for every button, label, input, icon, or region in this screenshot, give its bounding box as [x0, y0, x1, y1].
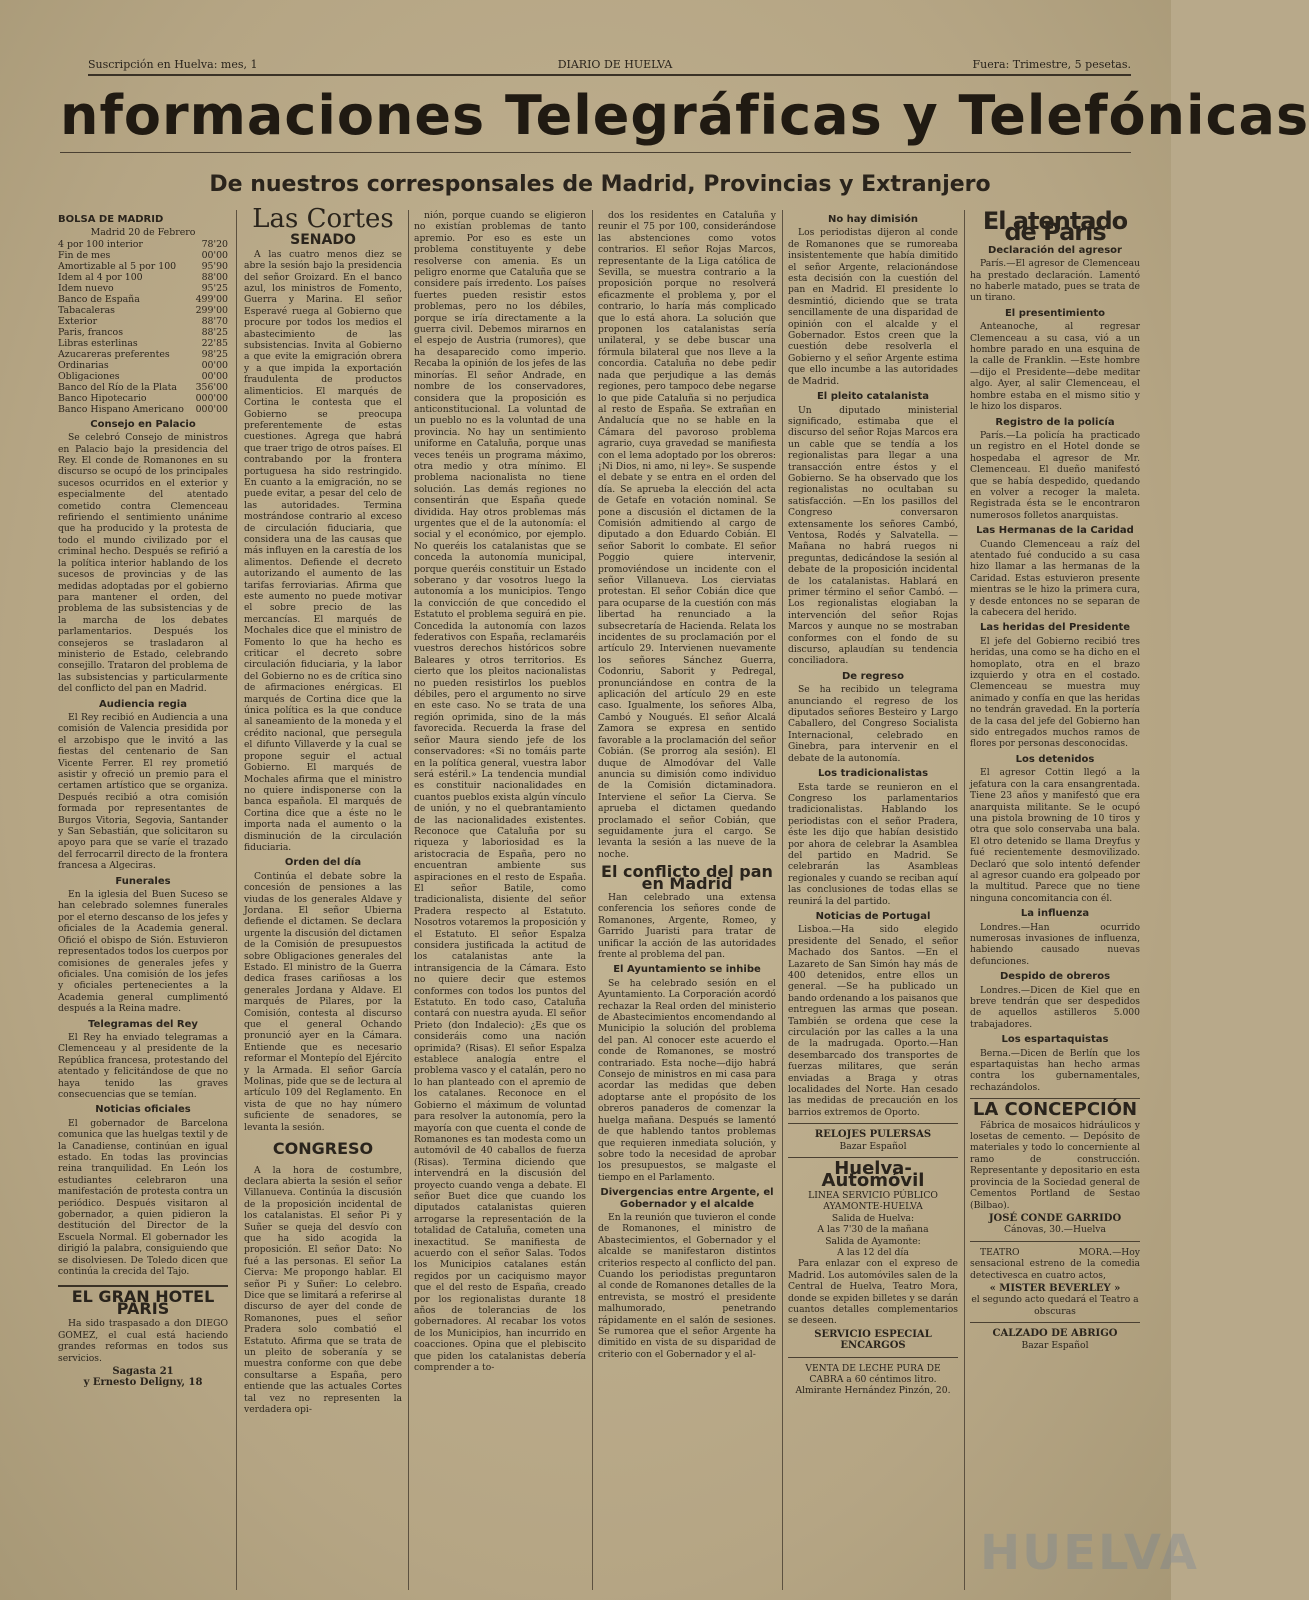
column-rule-2 [408, 210, 409, 1590]
bolsa-value: 00'00 [201, 249, 228, 261]
bolsa-value: 95'90 [201, 260, 228, 272]
bolsa-row [58, 305, 228, 316]
bolsa-label: Amortizable al 5 por 100 [58, 260, 177, 272]
telegramas-text: El Rey ha enviado telegramas a Clemenceau y al presidente de la República francesa, protestando del atentado y felicitándose de que no haya tenido las graves consecuencias que se temían. [58, 1031, 228, 1100]
hermanas-title: Las Hermanas de la Caridad [976, 525, 1134, 537]
bolsa-label: Libras esterlinas [58, 337, 138, 349]
separator [970, 1322, 1140, 1323]
declaracion-title: Declaración del agresor [988, 244, 1122, 256]
influenza-text: Londres.—Han ocurrido numerosas invasiones de influenza, habiendo causado nuevas defunciones. [970, 921, 1140, 967]
conflicto-text: Han celebrado una extensa conferencia los señores conde de Romanones, Argente, Romeo, y Garrido Juaristi para tratar de unificar la acción de las autoridades frente al problema del pan. [598, 891, 776, 960]
bolsa-label: Banco Hipotecario [58, 392, 147, 404]
column-4 [598, 210, 776, 1590]
concepcion-address: Cánovas, 30.—Huelva [1004, 1224, 1106, 1236]
espartaquistas-text: Berna.—Dicen de Berlín que los espartaquistas han hecho armas contra los gubernamentales, rechazándolos. [970, 1047, 1140, 1093]
tradicionalistas-text: Esta tarde se reunieron en el Congreso los parlamentarios tradicionalistas. Hablando los periodistas con el señor Pradera, éste les dijo que habían desistido por ahora de celebrar la Asamblea del partido en Madrid. Se celebrarán las Asambleas regionales y cuando se reciban aquí las conclusiones de todas ellas se reunirá la del partido. [788, 781, 958, 907]
bolsa-label: Banco del Río de la Plata [58, 381, 177, 393]
registro-title: Registro de la policía [995, 416, 1115, 428]
watermark-logo: HUELVA [980, 1525, 1199, 1581]
regreso-title: De regreso [842, 670, 904, 682]
declaracion-text: París.—El agresor de Clemenceau ha prestado declaración. Lamentó no haberle matado, pues se trata de un tirano. [970, 258, 1140, 304]
bolsa-row [58, 261, 228, 272]
auto-line-6: A las 12 del día [837, 1246, 909, 1258]
cortes-title: Las Cortes [252, 204, 394, 234]
bolsa-label: Azucareras preferentes [58, 348, 170, 360]
column-rule-4 [782, 210, 783, 1590]
bolsa-value: 88'00 [201, 271, 228, 283]
funerales-title: Funerales [115, 875, 171, 887]
auto-line-5: Salida de Ayamonte: [825, 1235, 921, 1247]
congreso-text: A la hora de costumbre, declara abierta la sesión el señor Villanueva. Continúa la discusión de la proposición incidental de los catalanistas. El señor Pi y Suñer se queja del desvío con que ha sido acogida la proposición. El señor Dato: No fué a las personas. El señor La Cierva: Me propongo hablar. El señor Pi y Suñer: Lo celebro. Dice que se limitará a referirse al discurso de ayer del conde de Romanones, pues el señor Pradera solo combatió el Estatuto. Afirma que se trata de un pleito de soberanía y se muestra conforme con que debe consultarse a España, pero entiende que las actuales Cortes tal vez no representen la verdadera opi- [244, 1164, 402, 1416]
column-rule-1 [236, 210, 237, 1590]
bolsa-label: Fin de mes [58, 249, 111, 261]
divergencias-text: En la reunión que tuvieron el conde de Romanones, el ministro de Abastecimientos, el Gobernador y el alcalde se manifestaron distintos criterios respecto al conflicto del pan. Cuando los periodistas preguntaron al conde de Romanones detalles de la entrevista, se mostró el presidente malhumorado, penetrando rápidamente en el salón de sesiones. Se rumorea que el señor Argente ha dimitido en vista de su disparidad de criterio con el Gobernador y el al- [598, 1211, 776, 1360]
bolsa-value: 22'85 [201, 337, 228, 349]
column-5 [788, 210, 958, 1590]
concepcion-name: JOSÉ CONDE GARRIDO [988, 1212, 1122, 1224]
orden-text: Continúa el debate sobre la concesión de pensiones a las viudas de los generales Aldave y Jordana. El señor Ubierna defiende el dictamen. Se declara urgente la discusión del dictamen de la Comisión de presupuestos sobre Obligaciones generales del Estado. El ministro de la Guerra dedica frases cariñosas a los generales Jordana y Aldave. El marqués de Pilares, por la Comisión, contesta al discurso que el general Ochando pronunció ayer en la Cámara. Entiende que es necesario reformar el Montepío del Ejército y la Armada. El señor García Molinas, pide que se de lectura al artículo 109 del Reglamento. En vista de que no hay número suficiente de senadores, se levanta la sesión. [244, 870, 402, 1133]
bolsa-value: 00'00 [201, 359, 228, 371]
main-headline: nformaciones Telegráficas y Telefónicas [60, 84, 1309, 147]
consejo-text: Se celebró Consejo de ministros en Palacio bajo la presidencia del Rey. El conde de Romanones en su discurso se ocupó de los principales sucesos ocurridos en el exterior y especialmente del atentado cometido contra Clemenceau refiriendo el sentimiento unánime que ha producido y la protesta de todo el mundo civilizado por el criminal hecho. Después se refirió a la política interior hablando de los sucesos de provincias y de las medidas adoptadas por el gobierno para mantener el orden, del problema de las subsistencias y de la marcha de los debates parlamentarios. Después los consejeros se trasladaron al ministerio de Estado, celebrando consejillo. Trataron del problema de las subsistencias y particularmente del conflicto del pan en Madrid. [58, 432, 228, 695]
sub-headline: De nuestros corresponsales de Madrid, Provincias y Extranjero [209, 172, 991, 197]
auto-text: Para enlazar con el expreso de Madrid. Los automóviles salen de la Central de Huelva, Teatro Mora, donde se expiden billetes y se darán cuantos detalles complementarios se deseen. [788, 1258, 958, 1327]
bolsa-value: 356'00 [195, 381, 228, 393]
hotel-title: EL GRAN HOTEL PARIS [58, 1285, 228, 1314]
bolsa-row [58, 338, 228, 349]
leche-ad: VENTA DE LECHE PURA DE CABRA a 60 céntimos litro. Almirante Hernández Pinzón, 20. [795, 1362, 951, 1397]
detenidos-text: El agresor Cottin llegó a la jefatura con la cara ensangrentada. Tiene 23 años y manifestó que era anarquista militante. Se le ocupó una pistola browning de 10 tiros y otra que solo conservaba una bala. El otro detenido se llama Dreyfus y fué recientemente desmovilizado. Declaró que solo intentó defender al agresor cuando era golpeado por la multitud. Parece que no tiene ninguna concomitancia con él. [970, 767, 1140, 904]
senado-text: A las cuatro menos diez se abre la sesión bajo la presidencia del señor Groizard. En el banco azul, los ministros de Fomento, Guerra y Marina. El señor Esperavé ruega al Gobierno que procure por todos los medios el abastecimiento de las subsistencias. Invita al Gobierno a que evite la emigración obrera y a que impida la exportación fraudulenta de productos alimenticios. El marqués de Cortina le contesta que el Gobierno se preocupa preferentemente de estas cuestiones. Agrega que habrá que traer trigo de otros países. El contrabando por la frontera portuguesa ha sido restringido. En cuanto a la emigración, no se puede evitar, a pesar del celo de las autoridades. Termina mostrándose contrario al exceso de circulación fiduciaria, que considera una de las causas que más influyen en la carestía de los alimentos. Defiende el decreto autorizando el aumento de las tarifas ferroviarias. Afirma que este aumento no puede motivar el sobre precio de las mercancías. El marqués de Mochales dice que el ministro de Fomento lo que ha hecho es criticar el decreto sobre circulación fiduciaria, y la labor del Gobierno no es de crítica sino de afirmaciones enérgicas. El marqués de Cortina dice que la única política es la que conduce al saneamiento de la moneda y el crédito nacional, que persegula el difunto Villaverde y la cual se propone seguir el actual Gobierno. El marqués de Mochales afirma que el ministro no quiere indisponerse con la banca española. El marqués de Cortina dice que a éste no le importa nada el aumento o la disminución de la circulación fiduciaria. [244, 248, 402, 853]
consejo-title: Consejo en Palacio [90, 418, 196, 430]
column-3 [414, 210, 586, 1590]
bolsa-label: Paris, francos [58, 326, 124, 338]
divergencias-title: Divergencias entre Argente, el Gobernador y el alcalde [600, 1187, 774, 1210]
bolsa-title: BOLSA DE MADRID [58, 214, 164, 225]
pleito-text: Un diputado ministerial significado, estimaba que el discurso del señor Rojas Marcos era un cable que se tendía a los regionalistas para llegar a una transacción entre éstos y el Gobierno. Se ha observado que los regionalistas no ocultaban su satisfacción. —En los pasillos del Congreso conversaron extensamente los señores Cambó, Ventosa, Rodés y Salvatella. —Mañana no habrá ruegos ni preguntas, dedicándose la sesión al debate de la proposición incidental de los catalanistas. Hablará en primer término el señor Cambó. —Los regionalistas elogiaban la intervención del señor Rojas Marcos y aunque no se mostraban conformes con el fondo de su discurso, aplaudían su tendencia conciliadora. [788, 404, 958, 667]
bolsa-value: 00'00 [201, 370, 228, 382]
bolsa-value: 88'25 [201, 326, 228, 338]
tradicionalistas-title: Los tradicionalistas [817, 768, 929, 780]
heridas-text: El jefe del Gobierno recibió tres heridas, una como se ha dicho en el homoplato, otra en el brazo izquierdo y otra en el costado. Clemenceau se muestra muy animado y confía en que las heridas no tendrán gravedad. En la portería de la casa del jefe del Gobierno han sido entregados muchos ramos de flores por personas desconocidas. [970, 635, 1140, 750]
dimision-text: Los periodistas dijeron al conde de Romanones que se rumoreaba insistentemente que había dimitido el señor Argente, relacionándose esta decisión con la cuestión del pan en Madrid. El presidente lo desmintió, diciendo que se trata sencillamente de una disparidad de opinión con el alcalde y el Gobernador. Estos creen que la cuestión debe resolverla el Gobierno y el señor Argente estima que ello incumbe a las autoridades de Madrid. [788, 227, 958, 387]
hotel-address-2: y Ernesto Deligny, 18 [83, 1377, 203, 1389]
col4-text: dos los residentes en Cataluña y reunir el 75 por 100, considerándose las abstenciones como votos contrarios. El señor Rojas Marcos, representante de la Liga católica de Sevilla, se muestra contrario a la proposición porque no resolverá eficazmente el problema y, por el contrario, lo haría más complicado que lo está ahora. La solución que proponen los catalanistas sería unilateral, y se debe buscar una fórmula bilateral que nos lleve a la concordia. Cataluña no debe pedir nada que perjudique a las demás regiones, pero tampoco debe negarse lo que pide Cataluña si no perjudica al resto de España. Se extrañan en Andalucía que no se hable en la Cámara del pavoroso problema agrario, cuya gravedad se manifiesta con el lema adoptado por los obreros: ¡Ni Dios, ni amo, ni ley». Se suspende el debate y se entra en el orden del día. Se aprueba la elección del acta de Getafe en votación nominal. Se pone a discusión el dictamen de la Comisión admitiendo al cargo de diputado a don Eduardo Cobián. El señor Saborit lo combate. El señor Poggio quiere intervenir, promoviéndose un incidente con el señor Villanueva. Los cierviatas protestan. El señor Cobián dice que para ocuparse de la cuestión con más libertad ha renunciado a la subsecretaría de Hacienda. Relata los incidentes de su proclamación por el artículo 29. Intervienen nuevamente los señores Sánchez Guerra, Codonriu, Saborit y Pedregal, pronunciándose en contra de la aplicación del artículo 29 en este caso. Igualmente, los señores Alba, Cambó y Nougués. El señor Alcalá Zamora se expresa en sentido favorable a la proclamación del señor Cobián. (Se prorrog ala sesión). El duque de Almodóvar del Valle anuncia su dimisión como individuo de la Comisión dictaminadora. Interviene el señor La Cierva. Se aprueba el dictamen quedando proclamado el señor Cobián, que seguidamente jura el cargo. Se levanta la sesión a las nueve de la noche. [598, 210, 776, 860]
column-2 [244, 204, 402, 1590]
separator [970, 1241, 1140, 1242]
bolsa-row [58, 316, 228, 327]
bolsa-label: Idem nuevo [58, 282, 114, 294]
hotel-text: Ha sido traspasado a don DIEGO GOMEZ, el cual está haciendo grandes reformas en todos sus servicios. [58, 1318, 228, 1364]
bolsa-row [58, 371, 228, 382]
auto-line-1: LINEA SERVICIO PÚBLICO [808, 1189, 938, 1201]
presentimiento-title: El presentimiento [1004, 307, 1106, 319]
hermanas-text: Cuando Clemenceau a raíz del atentado fué conducido a su casa hizo llamar a las hermanas de la Caridad. Estas estuvieron presente mientras se le hizo la primera cura, y desde entonces no se separan de la cabecera del herido. [970, 538, 1140, 618]
bolsa-row [58, 327, 228, 338]
ayuntamiento-text: Se ha celebrado sesión en el Ayuntamiento. La Corporación acordó rechazar la Real orden del ministerio de Abastecimientos encomendando al Municipio la solución del problema del pan. Al conocer este acuerdo el conde de Romanones, se mostró contrariado. Esta noche—dijo habrá Consejo de ministros en mi casa para acordar las medidas que deben adoptarse ante el propósito de los obreros panaderos de comenzar la huelga mañana. Después se lamentó de que hablendo tantos problemas que requieren inmediata solución, y sobre todo la necesidad de aprobar los presupuestos, se malgaste el tiempo en el Parlamento. [598, 977, 776, 1183]
calzado-ad: CALZADO DE ABRIGO [992, 1328, 1118, 1340]
bolsa-label: Banco de España [58, 293, 140, 305]
bolsa-value: 000'00 [195, 392, 228, 404]
bolsa-table [58, 239, 228, 415]
bolsa-row [58, 283, 228, 294]
bolsa-value: 499'00 [195, 293, 228, 305]
hotel-address-1: Sagasta 21 [112, 1365, 174, 1377]
teatro-text: TEATRO MORA.—Hoy sensacional estreno de la comedia detectivesca en cuatro actos, [970, 1246, 1140, 1281]
auto-line-2: AYAMONTE-HUELVA [823, 1201, 923, 1213]
bolsa-label: Banco Hispano Americano [58, 403, 184, 415]
portugal-text: Lisboa.—Ha sido elegido presidente del Senado, el señor Machado dos Santos. —En el Lazareto de San Simón hay más de 400 detenidos, entre ellos un general. —Se ha publicado un bando ordenando a los paisanos que entreguen las armas que posean. También se ordena que cese la circulación por las calles a la una de la madrugada. Oporto.—Han desembarcado dos transportes de fuerzas militares, que serán enviadas a Braga y otras localidades del Norte. Han cesado las medidas de precaución en los barrios extremos de Oporto. [788, 924, 958, 1118]
congreso-title: CONGRESO [272, 1139, 374, 1159]
presentimiento-text: Anteanoche, al regresar Clemenceau a su casa, vió a un hombre parado en una esquina de la calle de Franklin. —Este hombre—dijo el Presidente—debe meditar algo. Ayer, al salir Clemenceau, el hombre estaba en el mismo sitio y le hizo los disparos. [970, 321, 1140, 413]
espartaquistas-title: Los espartaquistas [1001, 1034, 1109, 1046]
column-rule-3 [592, 210, 593, 1590]
portugal-title: Noticias de Portugal [815, 910, 931, 922]
bolsa-row [58, 393, 228, 404]
conflicto-title: El conflicto del pan en Madrid [601, 862, 773, 893]
column-6 [970, 207, 1140, 1590]
bolsa-value: 98'25 [201, 348, 228, 360]
bolsa-value: 88'70 [201, 315, 228, 327]
relojes-sub: Bazar Español [839, 1140, 907, 1152]
concepcion-text: Fábrica de mosaicos hidráulicos y losetas de cemento. — Depósito de materiales y todo lo concerniente al ramo de construcción. Representante y depositario en esta provincia de la Sociedad general de Cementos Portland de Sestao (Bilbao). [970, 1119, 1140, 1211]
audiencia-text: El Rey recibió en Audiencia a una comisión de Valencia presidida por el arzobispo que le invitó a las fiestas del centenario de San Vicente Ferrer. El rey prometió asistir y ofreció un premio para el certamen artístico que se organiza. Después recibió a otra comisión formada por representantes de Burgos Vitoria, Segovia, Santander y San Sebastián, que solicitaron su apoyo para que se varíe el trazado del ferrocarril directo de la frontera francesa a Algeciras. [58, 711, 228, 872]
col3-text: nión, porque cuando se eligieron no existían problemas de tanto apremio. Por eso es este un problema constituyente y debe resolverse con amenia. Es un peligro enorme que Cataluña que se considere país irredento. Los países fuertes pueden resistir estos problemas, pero no los débiles, porque se iría directamente a la guerra civil. Debemos mirarnos en el espejo de Austria (rumores), que ha desaparecido como imperio. Recaba la opinión de los jefes de las minorías. El señor Andrade, en nombre de los conservadores, considera que la proposición es anticonstitucional. La voluntad de un pueblo no es la voluntad de una provincia. No hay un sentimiento uniforme en Cataluña, porque unas veces tenéis un programa máximo, otra medio y otra mínimo. El problema nacionalista no tiene solución. Las demás regiones no consentirán que España quede dividida. Hay otros problemas más urgentes que el de la autonomía: el social y el económico, por ejemplo. No queréis los catalanistas que se conceda la autonomía municipal, porque queréis constituir un Estado soberano y dar vosotros luego la autonomía a los municipios. Tengo la convicción de que concedido el Estatuto el problema seguirá en pie. Concedida la autonomía con lazos federativos con España, reclamaréis vuestros derechos históricos sobre Baleares y otros territorios. Es cierto que los pleitos nacionalistas no pueden resistirlos los pueblos débiles, pero el argumento no sirve en este caso. No se trata de una región oprimida, sino de la más favorecida. Recuerda la frase del señor Maura siendo jefe de los conservadores: «Si no tomáis parte en la política general, vuestra labor será estéril.» La tendencia mundial es constituir nacionalidades en cuantos pueblos exista algún vínculo de unión, y no el quebrantamiento de las nacionalidades existentes. Reconoce que Cataluña por su riqueza y laboriosidad es la aristocracia de España, pero no encuentran ambiente sus aspiraciones en el resto de España. El señor Batile, como tradicionalista, disiente del señor Pradera respecto al Estatuto. Nosotros votaremos la proposición y el Estatuto. El señor Espalza considera justificada la actitud de los catalanistas ante la intransigencia de la Cámara. Esto no quiere decir que estemos conformes con todos los puntos del Estatuto. En todo caso, Cataluña contará con nuestra ayuda. El señor Prieto (don Indalecio): ¿Es que os consideráis como una nación oprimida? (Risas). El señor Espalza establece analogía entre el problema vasco y el catalán, pero no lo han planteado con el apremio de los catalanes. Reconoce en el Gobierno el máximum de voluntad para resolver la autonomía, pero la mayoría con que cuenta el conde de Romanones es tan modesta como un automóvil de 40 caballos de fuerza (Risas). Termina diciendo que intervendrá en la discusión del proyecto cuando venga a debate. El señor Buet dice que cuando los diputados catalanistas quieren arrogarse la representación de la totalidad de Cataluña, cometen una inexactitud. Se manifiesta de acuerdo con el señor Salas. Todos los Municipios catalanes están regidos por un caciquismo mayor que el del resto de España, creado por los regionalistas durante 18 años de tolerancias de los gobernadores. Al recabar los votos de los Municipios, han incurrido en coacciones. Opina que el plebiscito que piden los catalanistas debería comprender a to- [414, 210, 586, 1374]
despido-text: Londres.—Dicen de Kiel que en breve tendrán que ser despedidos de aquellos astilleros 5.000 trabajadores. [970, 984, 1140, 1030]
separator [788, 1357, 958, 1358]
subscription-left: Suscripción en Huelva: mes, 1 [88, 58, 258, 71]
bolsa-row [58, 349, 228, 360]
teatro-text-2: el segundo acto quedará el Teatro a obscuras [971, 1294, 1139, 1317]
heridas-title: Las heridas del Presidente [979, 622, 1131, 634]
ayuntamiento-title: El Ayuntamiento se inhibe [613, 964, 761, 976]
teatro-title: « MISTER BEVERLEY » [989, 1282, 1121, 1294]
paper-name: DIARIO DE HUELVA [557, 58, 673, 71]
column-rule-5 [964, 210, 965, 1590]
noticias-title: Noticias oficiales [95, 1104, 191, 1116]
regreso-text: Se ha recibido un telegrama anunciando el regreso de los diputados señores Besteiro y Largo Caballero, del Congreso Socialista Internacional, celebrado en Ginebra, para intervenir en el debate de la autonomía. [788, 684, 958, 764]
telegramas-title: Telegramas del Rey [88, 1018, 198, 1030]
column-1 [58, 210, 228, 1590]
senado-title: SENADO [290, 232, 356, 249]
influenza-title: La influenza [1020, 908, 1090, 920]
bolsa-label: Ordinarias [58, 359, 109, 371]
auto-line-3: Salida de Huelva: [831, 1212, 915, 1224]
subscription-right: Fuera: Trimestre, 5 pesetas. [972, 58, 1131, 71]
masthead-line [88, 58, 1131, 76]
bolsa-value: 299'00 [195, 304, 228, 316]
bolsa-row [58, 250, 228, 261]
noticias-text: El gobernador de Barcelona comunica que las huelgas textil y de la Canadiense, continúan en igual estado. En todas las provincias reina tranquilidad. En León los estudiantes celebraron una manifestación de protesta contra un periódico. Después visitaron al gobernador, a quien pidieron la destitución del Director de la Escuela Normal. El gobernador les dirigió la palabra, consiguiendo que se disolviesen. De Toledo dicen que continúa la crecida del Tajo. [58, 1117, 228, 1278]
atentado-title: El atentado de París [982, 207, 1128, 247]
pleito-title: El pleito catalanista [816, 391, 930, 403]
headline-rule [60, 152, 1131, 153]
bolsa-row [58, 239, 228, 250]
bolsa-label: Exterior [58, 315, 98, 327]
calzado-sub: Bazar Español [1021, 1339, 1089, 1351]
audiencia-title: Audiencia regia [99, 698, 187, 710]
separator [788, 1123, 958, 1124]
bolsa-row [58, 382, 228, 393]
auto-line-4: A las 7'30 de la mañana [817, 1224, 929, 1236]
bolsa-date: Madrid 20 de Febrero [90, 227, 196, 239]
bolsa-label: Idem al 4 por 100 [58, 271, 143, 283]
auto-special: SERVICIO ESPECIAL ENCARGOS [814, 1328, 932, 1352]
orden-title: Orden del día [284, 857, 362, 869]
despido-title: Despido de obreros [999, 971, 1111, 983]
bolsa-label: 4 por 100 interior [58, 238, 143, 250]
bolsa-row [58, 294, 228, 305]
bolsa-value: 78'20 [201, 238, 228, 250]
bolsa-value: 000'00 [195, 403, 228, 415]
bolsa-label: Obligaciones [58, 370, 120, 382]
funerales-text: En la iglesia del Buen Suceso se han celebrado solemnes funerales por el eterno descanso de los jefes y oficiales de la Academia general. Ofició el obispo de Sión. Estuvieron representados todos los cuerpos por comisiones de generales jefes y oficiales. Una comisión de los jefes y oficiales pertenecientes a la Academia general cumplimentó después a la Reina madre. [58, 889, 228, 1015]
bolsa-row [58, 360, 228, 371]
relojes-ad: RELOJES PULERSAS [814, 1129, 932, 1141]
bolsa-value: 95'25 [201, 282, 228, 294]
concepcion-title: LA CONCEPCIÓN [972, 1099, 1138, 1121]
auto-title: Huelva-Automóvil [821, 1158, 925, 1191]
registro-text: París.—La policía ha practicado un registro en el Hotel donde se hospedaba el agresor de Mr. Clemenceau. El dueño manifestó que se había despedido, quedando en volver a recoger la maleta. Registrada ésta se le encontraron numerosos folletos anarquistas. [970, 429, 1140, 521]
bolsa-label: Tabacaleras [58, 304, 115, 316]
detenidos-title: Los detenidos [1015, 753, 1095, 765]
bolsa-row [58, 272, 228, 283]
bolsa-row [58, 404, 228, 415]
dimision-title: No hay dimisión [827, 214, 919, 225]
